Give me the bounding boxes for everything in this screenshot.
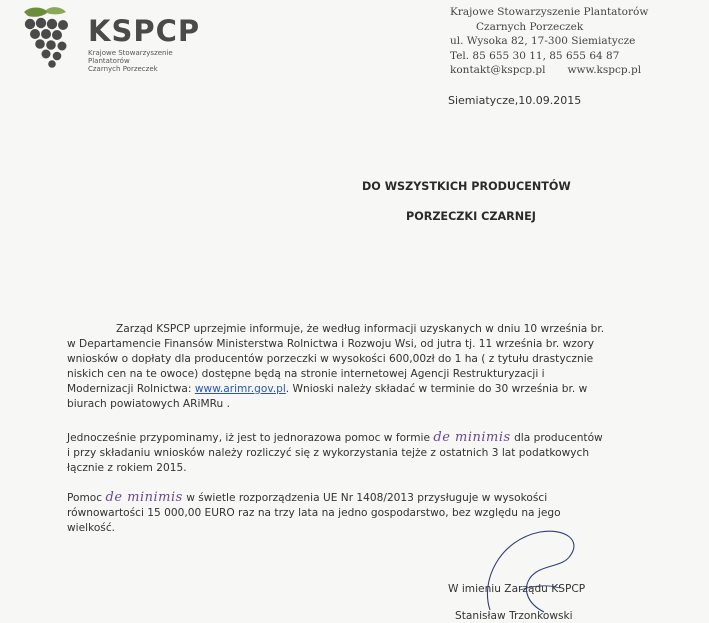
letter-date: Siemiatycze,10.09.2015 xyxy=(448,94,582,107)
arimr-link[interactable]: www.arimr.gov.pl xyxy=(194,383,286,395)
heading-line1: DO WSZYSTKICH PRODUCENTÓW xyxy=(362,180,571,193)
p3-line1-rest: w świetle rozporządzenia UE Nr 1408/2013 przysługuje w wysokości xyxy=(182,492,548,504)
p2-line3: łącznie z rokiem 2015. xyxy=(67,462,187,474)
sender-name: Krajowe Stowarzyszenie Plantatorów xyxy=(450,6,649,18)
sender-phone: Tel. 85 655 30 11, 85 655 64 87 xyxy=(450,49,620,62)
logo-name: KSPCP xyxy=(88,14,201,48)
p3-line3: wielkość. xyxy=(67,522,116,534)
signature-title: W imieniu Zarządu KSPCP xyxy=(448,583,586,595)
p3-line1 xyxy=(67,490,667,506)
p2-line2: i przy składaniu wniosków należy rozliczyć się z wykorzystania tejże z ostatnich 3 lat podatkowych xyxy=(67,447,590,459)
sender-name-2: Czarnych Porzeczek xyxy=(476,20,584,33)
p3-line2: równowartości 15 000,00 EURO raz na trzy lata na jedno gospodarstwo, bez względu na jego xyxy=(67,507,561,519)
sender-email[interactable]: kontakt@kspcp.pl xyxy=(450,64,546,77)
p1-line4: niskich cen na te owoce) dostępne będą na stronie internetowej Agencji Restrukturyzacji i xyxy=(67,368,545,380)
logo-subtitle-line1: Krajowe Stowarzyszenie Plantatorów xyxy=(88,49,173,65)
paragraph-2 xyxy=(67,430,667,476)
heading-line2: PORZECZKI CZARNEJ xyxy=(406,210,536,223)
sender-contact xyxy=(450,63,690,78)
p2-line1-text: Jednocześnie przypominamy, iż jest to jednorazowa pomoc w formie xyxy=(67,432,434,444)
p3-line1-text: Pomoc xyxy=(67,492,106,504)
de-minimis-term: de minimis xyxy=(105,490,183,505)
signature-name: Stanisław Trzonkowski xyxy=(455,610,573,622)
sender-street: ul. Wysoka 82, 17-300 Siemiatycze xyxy=(450,35,636,48)
p1-line2: w Departamencie Finansów Ministerstwa Rolnictwa i Rozwoju Wsi, od jutra tj. 11 września br. wzory xyxy=(67,338,594,350)
sender-address xyxy=(450,5,690,78)
p2-line1-rest: dla producentów xyxy=(510,432,603,444)
sender-website[interactable]: www.kspcp.pl xyxy=(567,64,642,77)
handwritten-signature xyxy=(470,520,590,620)
p2-line1 xyxy=(67,430,667,446)
kspcp-logo xyxy=(16,6,206,73)
de-minimis-term: de minimis xyxy=(433,430,511,445)
logo-subtitle xyxy=(88,49,206,73)
p1-line5-rest: . Wnioski należy składać w terminie do 30 września br. w xyxy=(285,383,588,395)
logo-subtitle-line2: Czarnych Porzeczek xyxy=(88,65,158,73)
grape-cluster-icon xyxy=(16,6,86,68)
p1-line3: wniosków o dopłaty dla producentów porzeczki w wysokości 600,00zł do 1 ha ( z tytułu drastycznie xyxy=(67,353,594,365)
p1-line1: Zarząd KSPCP uprzejmie informuje, że według informacji uzyskanych w dniu 10 września br. xyxy=(116,323,605,335)
p1-line6: biurach powiatowych ARiMRu . xyxy=(67,398,230,410)
p1-line5-text: Modernizacji Rolnictwa: xyxy=(67,383,195,395)
paragraph-1 xyxy=(67,322,667,412)
p1-line5 xyxy=(67,382,667,397)
